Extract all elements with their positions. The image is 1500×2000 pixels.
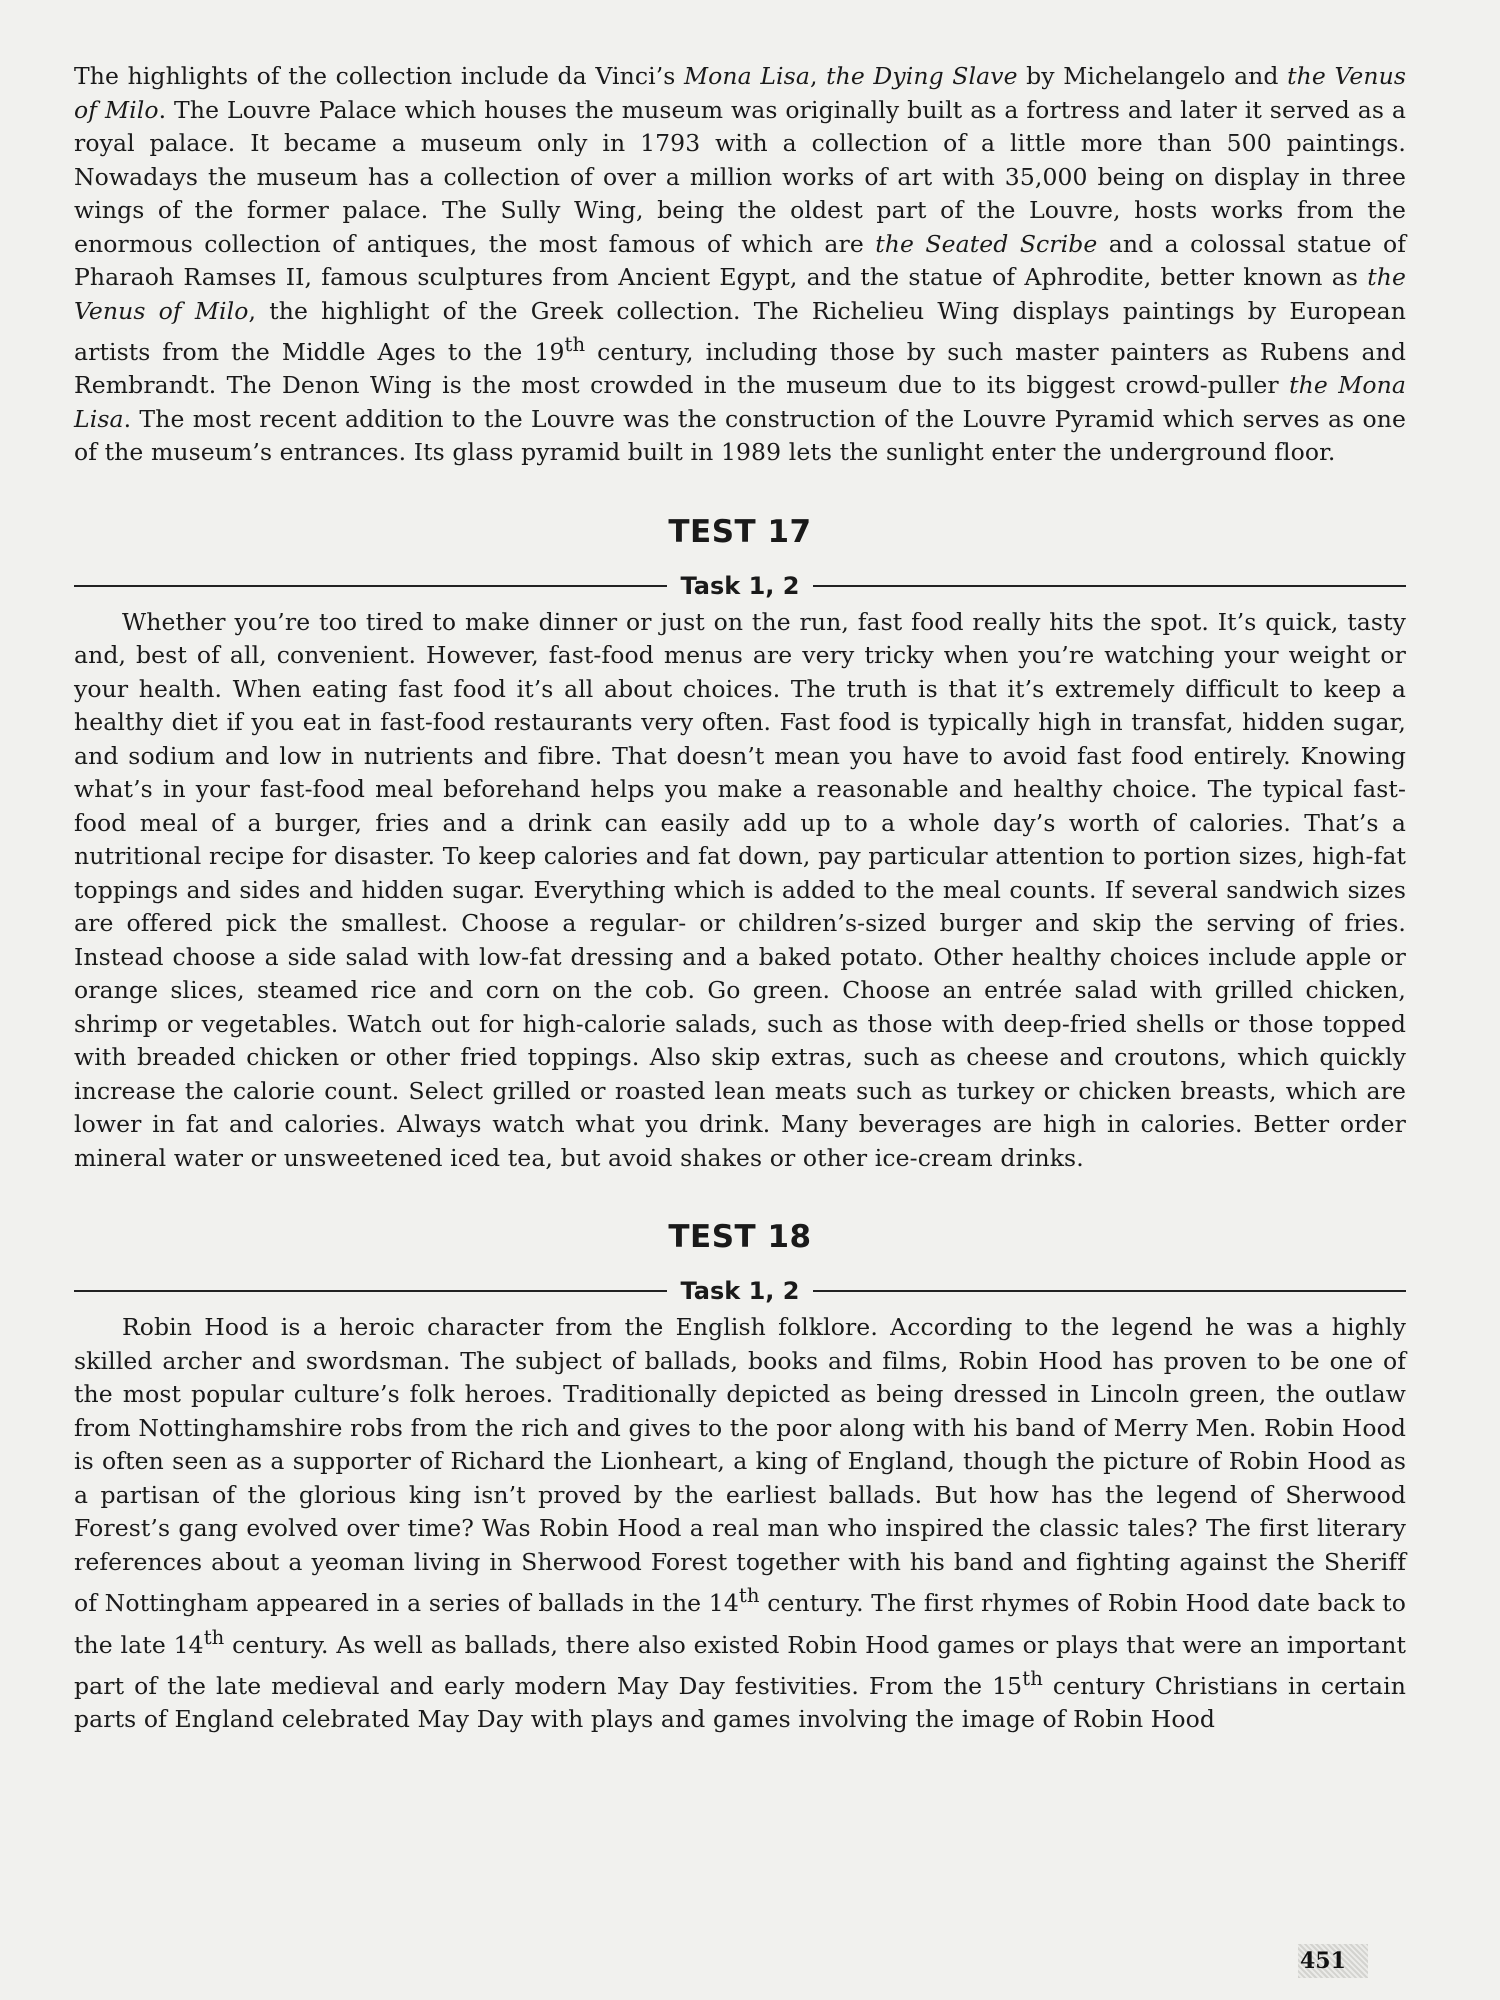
test-17-title: TEST 17 — [668, 513, 812, 550]
test-18-task-header — [74, 1277, 1406, 1305]
rule-right — [813, 1290, 1406, 1292]
intro-paragraph: The highlights of the collection include da Vinci’s Mona Lisa, the Dying Slave by Michelangelo and the Venus of Milo. The Louvre Palace which houses the museum was originally built as a fortress and later it served as a royal palace. It became a museum only in 1793 with a collection of a little more than 500 paintings. Nowadays the museum has a collection of over a million works of art with 35,000 being on display in three wings of the former palace. The Sully Wing, being the oldest part of the Louvre, hosts works from the enormous collection of antiques, the most famous of which are the Seated Scribe and a colossal statue of Pharaoh Ramses II, famous sculptures from Ancient Egypt, and the statue of Aphrodite, better known as the Venus of Milo, the highlight of the Greek collection. The Richelieu Wing displays paintings by European artists from the Middle Ages to the 19th century, including those by such master painters as Rubens and Rembrandt. The Denon Wing is the most crowded in the museum due to its biggest crowd-puller the Mona Lisa. The most recent addition to the Louvre was the construction of the Louvre Pyramid which serves as one of the museum’s entrances. Its glass pyramid built in 1989 lets the sunlight enter the underground floor. — [74, 62, 1407, 467]
test-18-title: TEST 18 — [668, 1219, 812, 1256]
page-content — [74, 60, 1406, 1737]
page-number: 451 — [1300, 1948, 1346, 1974]
test-18-task-label: Task 1, 2 — [680, 1277, 800, 1306]
test-17-task-label: Task 1, 2 — [680, 571, 800, 600]
rule-right — [813, 585, 1406, 587]
rule-left — [74, 1290, 667, 1292]
rule-left — [74, 585, 667, 587]
test-18-paragraph: Robin Hood is a heroic character from the English folklore. According to the legend he was a highly skilled archer and swordsman. The subject of ballads, books and films, Robin Hood has proven to be one of the most popular culture’s folk heroes. Traditionally depicted as being dressed in Lincoln green, the outlaw from Nottinghamshire robs from the rich and gives to the poor along with his band of Merry Men. Robin Hood is often seen as a supporter of Richard the Lionheart, a king of England, though the picture of Robin Hood as a partisan of the glorious king isn’t proved by the earliest ballads. But how has the legend of Sherwood Forest’s gang evolved over time? Was Robin Hood a real man who inspired the classic tales? The first literary references about a yeoman living in Sherwood Forest together with his band and fighting against the Sheriff of Nottingham appeared in a series of ballads in the 14th century. The first rhymes of Robin Hood date back to the late 14th century. As well as ballads, there also existed Robin Hood games or plays that were an important part of the late medieval and early modern May Day festivities. From the 15th century Christians in certain parts of England celebrated May Day with plays and games involving the image of Robin Hood — [74, 1313, 1406, 1734]
test-17-task-header — [74, 572, 1406, 600]
test-17-paragraph: Whether you’re too tired to make dinner or just on the run, fast food really hits the spot. It’s quick, tasty and, best of all, convenient. However, fast-food menus are very tricky when you’re watching your weight or your health. When eating fast food it’s all about choices. The truth is that it’s extremely difficult to keep a healthy diet if you eat in fast-food restaurants very often. Fast food is typically high in transfat, hidden sugar, and sodium and low in nutrients and fibre. That doesn’t mean you have to avoid fast food entirely. Knowing what’s in your fast-food meal beforehand helps you make a reasonable and healthy choice. The typical fast-food meal of a burger, fries and a drink can easily add up to a whole day’s worth of calories. That’s a nutritional recipe for disaster. To keep calories and fat down, pay particular attention to portion sizes, high-fat toppings and sides and hidden sugar. Everything which is added to the meal counts. If several sandwich sizes are offered pick the smallest. Choose a regular- or children’s-sized burger and skip the serving of fries. Instead choose a side salad with low-fat dressing and a baked potato. Other healthy choices include apple or orange slices, steamed rice and corn on the cob. Go green. Choose an entrée salad with grilled chicken, shrimp or vegetables. Watch out for high-calorie salads, such as those with deep-fried shells or those topped with breaded chicken or other fried toppings. Also skip extras, such as cheese and croutons, which quickly increase the calorie count. Select grilled or roasted lean meats such as turkey or chicken breasts, which are lower in fat and calories. Always watch what you drink. Many beverages are high in calories. Better order mineral water or unsweetened iced tea, but avoid shakes or other ice-cream drinks. — [74, 607, 1406, 1172]
